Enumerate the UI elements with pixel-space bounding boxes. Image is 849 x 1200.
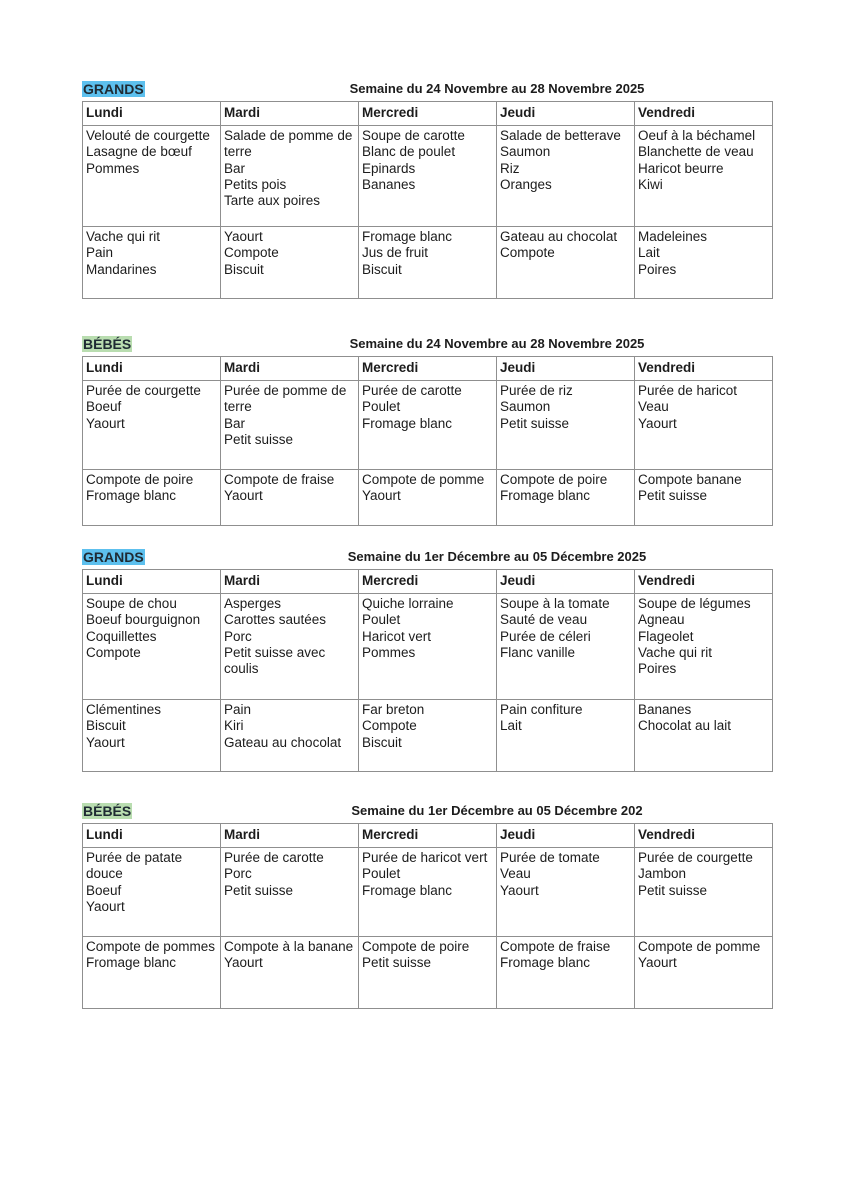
snack-cell: Vache qui rit Pain Mandarines [83, 227, 221, 299]
snack-cell: Compote de poire Fromage blanc [497, 470, 635, 526]
snack-cell: Gateau au chocolat Compote [497, 227, 635, 299]
meal-cell: Salade de betterave Saumon Riz Oranges [497, 126, 635, 227]
day-header: Jeudi [497, 357, 635, 381]
meal-cell: Purée de riz Saumon Petit suisse [497, 381, 635, 470]
block-header [82, 803, 772, 823]
meal-cell: Purée de pomme de terre Bar Petit suisse [221, 381, 359, 470]
block-header [82, 81, 772, 101]
day-header: Jeudi [497, 570, 635, 594]
meal-row [83, 848, 773, 937]
age-group-tag: BÉBÉS [83, 336, 132, 352]
meal-cell: Soupe de carotte Blanc de poulet Epinards Bananes [359, 126, 497, 227]
meal-cell: Purée de haricot vert Poulet Fromage blanc [359, 848, 497, 937]
day-header: Lundi [83, 102, 221, 126]
meal-row [83, 381, 773, 470]
meal-cell: Soupe à la tomate Sauté de veau Purée de céleri Flanc vanille [497, 594, 635, 700]
week-title: Semaine du 24 Novembre au 28 Novembre 2025 [349, 336, 645, 351]
meal-row [83, 594, 773, 700]
day-header: Mardi [221, 570, 359, 594]
snack-cell: Compote de pomme Yaourt [635, 937, 773, 1009]
day-header: Mercredi [359, 102, 497, 126]
snack-cell: Compote de fraise Yaourt [221, 470, 359, 526]
snack-cell: Compote de pommes Fromage blanc [83, 937, 221, 1009]
snack-row [83, 700, 773, 772]
day-header: Jeudi [497, 824, 635, 848]
meal-cell: Purée de courgette Jambon Petit suisse [635, 848, 773, 937]
day-header: Mardi [221, 824, 359, 848]
meal-cell: Purée de courgette Boeuf Yaourt [83, 381, 221, 470]
meal-cell: Purée de carotte Poulet Fromage blanc [359, 381, 497, 470]
meal-cell: Salade de pomme de terre Bar Petits pois Tarte aux poires [221, 126, 359, 227]
week-title: Semaine du 1er Décembre au 05 Décembre 2025 [347, 549, 647, 564]
snack-cell: Far breton Compote Biscuit [359, 700, 497, 772]
snack-cell: Compote de pomme Yaourt [359, 470, 497, 526]
meal-cell: Oeuf à la béchamel Blanchette de veau Haricot beurre Kiwi [635, 126, 773, 227]
week-title: Semaine du 24 Novembre au 28 Novembre 2025 [349, 81, 645, 96]
day-header-row [83, 824, 773, 848]
day-header: Lundi [83, 824, 221, 848]
age-group-tag: GRANDS [83, 81, 144, 97]
snack-row [83, 470, 773, 526]
snack-cell: Fromage blanc Jus de fruit Biscuit [359, 227, 497, 299]
day-header: Vendredi [635, 357, 773, 381]
menu-table [82, 101, 773, 299]
block-header [82, 336, 772, 356]
day-header: Vendredi [635, 102, 773, 126]
meal-cell: Soupe de légumes Agneau Flageolet Vache qui rit Poires [635, 594, 773, 700]
snack-cell: Compote à la banane Yaourt [221, 937, 359, 1009]
meal-cell: Quiche lorraine Poulet Haricot vert Pommes [359, 594, 497, 700]
snack-cell: Compote banane Petit suisse [635, 470, 773, 526]
meal-cell: Velouté de courgette Lasagne de bœuf Pommes [83, 126, 221, 227]
day-header-row [83, 102, 773, 126]
age-group-tag: GRANDS [83, 549, 144, 565]
day-header: Lundi [83, 357, 221, 381]
meal-cell: Soupe de chou Boeuf bourguignon Coquillettes Compote [83, 594, 221, 700]
snack-cell: Compote de poire Fromage blanc [83, 470, 221, 526]
snack-cell: Compote de fraise Fromage blanc [497, 937, 635, 1009]
day-header: Vendredi [635, 570, 773, 594]
day-header: Jeudi [497, 102, 635, 126]
meal-cell: Purée de tomate Veau Yaourt [497, 848, 635, 937]
menu-block [82, 803, 772, 1009]
menu-block [82, 81, 772, 299]
menu-table [82, 356, 773, 526]
day-header: Lundi [83, 570, 221, 594]
menu-block [82, 336, 772, 526]
block-header [82, 549, 772, 569]
age-group-tag: BÉBÉS [83, 803, 132, 819]
snack-cell: Bananes Chocolat au lait [635, 700, 773, 772]
day-header: Mercredi [359, 570, 497, 594]
snack-cell: Compote de poire Petit suisse [359, 937, 497, 1009]
day-header-row [83, 357, 773, 381]
week-title: Semaine du 1er Décembre au 05 Décembre 202 [351, 803, 643, 818]
snack-cell: Pain Kiri Gateau au chocolat [221, 700, 359, 772]
meal-cell: Purée de carotte Porc Petit suisse [221, 848, 359, 937]
snack-cell: Clémentines Biscuit Yaourt [83, 700, 221, 772]
day-header: Mercredi [359, 357, 497, 381]
day-header-row [83, 570, 773, 594]
snack-row [83, 937, 773, 1009]
day-header: Vendredi [635, 824, 773, 848]
meal-cell: Purée de patate douce Boeuf Yaourt [83, 848, 221, 937]
menu-table [82, 569, 773, 772]
snack-row [83, 227, 773, 299]
day-header: Mardi [221, 102, 359, 126]
meal-cell: Asperges Carottes sautées Porc Petit suisse avec coulis [221, 594, 359, 700]
day-header: Mercredi [359, 824, 497, 848]
menu-table [82, 823, 773, 1009]
meal-row [83, 126, 773, 227]
meal-cell: Purée de haricot Veau Yaourt [635, 381, 773, 470]
snack-cell: Yaourt Compote Biscuit [221, 227, 359, 299]
snack-cell: Madeleines Lait Poires [635, 227, 773, 299]
day-header: Mardi [221, 357, 359, 381]
snack-cell: Pain confiture Lait [497, 700, 635, 772]
menu-block [82, 549, 772, 772]
